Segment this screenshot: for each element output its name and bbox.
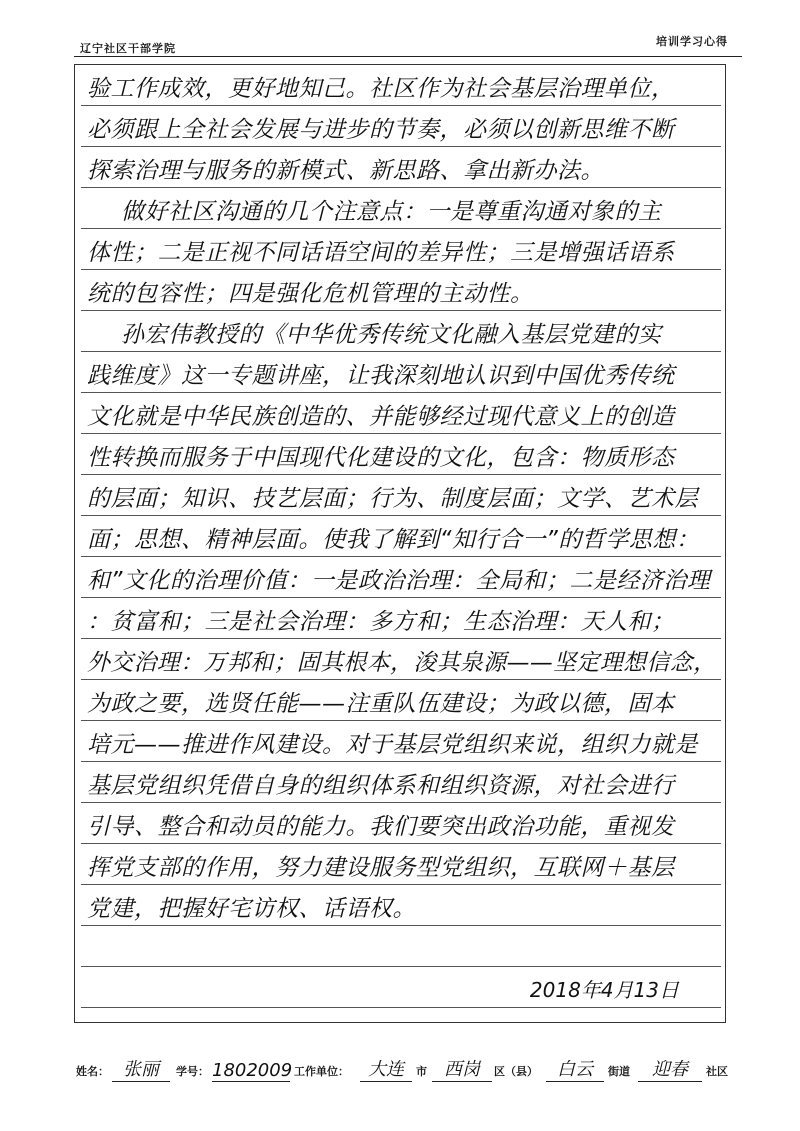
- line-19: [81, 803, 721, 844]
- date: 2018年4月13日: [529, 978, 679, 1002]
- line-15-text: 外交治理：万邦和；固其根本，浚其泉源——坚定理想信念，: [87, 650, 717, 676]
- line-18: [81, 762, 721, 803]
- line-10-text: 性转换而服务于中国现代化建设的文化，包含：物质形态: [87, 445, 675, 471]
- header-rule: [74, 56, 742, 57]
- city-value: 大连: [360, 1055, 412, 1082]
- line-19-text: 引导、整合和动员的能力。我们要突出政治功能，重视发: [87, 814, 675, 840]
- line-14: [81, 598, 721, 639]
- line-5-text: 体性；二是正视不同话语空间的差异性；三是增强话语系: [87, 240, 675, 266]
- line-13-text: 和”文化的治理价值：一是政治治理：全局和；二是经济治理: [87, 568, 711, 594]
- id-label: 学号：: [176, 1065, 209, 1078]
- line-22: [81, 926, 721, 967]
- line-11: [81, 475, 721, 516]
- line-11-text: 的层面；知识、技艺层面；行为、制度层面；文学、艺术层: [87, 486, 698, 512]
- line-20: [81, 844, 721, 885]
- city-label: 市: [416, 1065, 427, 1078]
- line-4: [81, 188, 721, 229]
- line-7-text: 孙宏伟教授的《中华优秀传统文化融入基层党建的实: [121, 322, 662, 348]
- line-17: [81, 721, 721, 762]
- id-value: 1802009: [212, 1060, 293, 1081]
- line-12: [81, 516, 721, 557]
- line-17-text: 培元——推进作风建设。对于基层党组织来说，组织力就是: [87, 732, 698, 758]
- line-4-text: 做好社区沟通的几个注意点：一是尊重沟通对象的主: [121, 199, 662, 225]
- line-5: [81, 229, 721, 270]
- district-value: 西岗: [432, 1055, 492, 1082]
- line-13: [81, 557, 721, 598]
- line-14-text: ：贫富和；三是社会治理：多方和；生态治理：天人和；: [87, 609, 675, 635]
- line-9-text: 文化就是中华民族创造的、并能够经过现代意义上的创造: [87, 404, 675, 430]
- community-value: 迎春: [638, 1055, 702, 1082]
- line-12-text: 面；思想、精神层面。使我了解到“知行合一”的哲学思想：: [87, 527, 700, 553]
- name-label: 姓名：: [76, 1065, 109, 1078]
- header-institution: 辽宁社区干部学院: [80, 42, 176, 55]
- street-value: 白云: [546, 1055, 604, 1082]
- line-8-text: 践维度》这一专题讲座，让我深刻地认识到中国优秀传统: [87, 363, 675, 389]
- line-10: [81, 434, 721, 475]
- line-6-text: 统的包容性；四是强化危机管理的主动性。: [87, 281, 534, 307]
- header-doc-type: 培训学习心得: [656, 35, 728, 48]
- line-16-text: 为政之要，选贤任能——注重队伍建设；为政以德，固本: [87, 691, 675, 717]
- line-6: [81, 270, 721, 311]
- line-21-text: 党建，把握好宅访权、话语权。: [87, 896, 416, 922]
- line-23: [81, 967, 721, 1008]
- line-16: [81, 680, 721, 721]
- line-9: [81, 393, 721, 434]
- street-label: 街道: [608, 1065, 630, 1078]
- work-label: 工作单位：: [294, 1065, 349, 1078]
- line-20-text: 挥党支部的作用，努力建设服务型党组织，互联网＋基层: [87, 855, 675, 881]
- line-8: [81, 352, 721, 393]
- community-label: 社区: [706, 1065, 728, 1078]
- line-3-text: 探索治理与服务的新模式、新思路、拿出新办法。: [87, 158, 604, 184]
- lined-sheet: [74, 64, 726, 1023]
- name-value: 张丽: [112, 1055, 170, 1082]
- footer-info: [76, 1056, 736, 1086]
- line-1: [81, 65, 721, 106]
- district-label: 区（县）: [494, 1065, 538, 1078]
- line-15: [81, 639, 721, 680]
- line-1-text: 验工作成效，更好地知己。社区作为社会基层治理单位，: [87, 76, 675, 102]
- line-7: [81, 311, 721, 352]
- line-2-text: 必须跟上全社会发展与进步的节奏，必须以创新思维不断: [87, 117, 675, 143]
- line-18-text: 基层党组织凭借自身的组织体系和组织资源，对社会进行: [87, 773, 675, 799]
- line-2: [81, 106, 721, 147]
- line-21: [81, 885, 721, 926]
- line-3: [81, 147, 721, 188]
